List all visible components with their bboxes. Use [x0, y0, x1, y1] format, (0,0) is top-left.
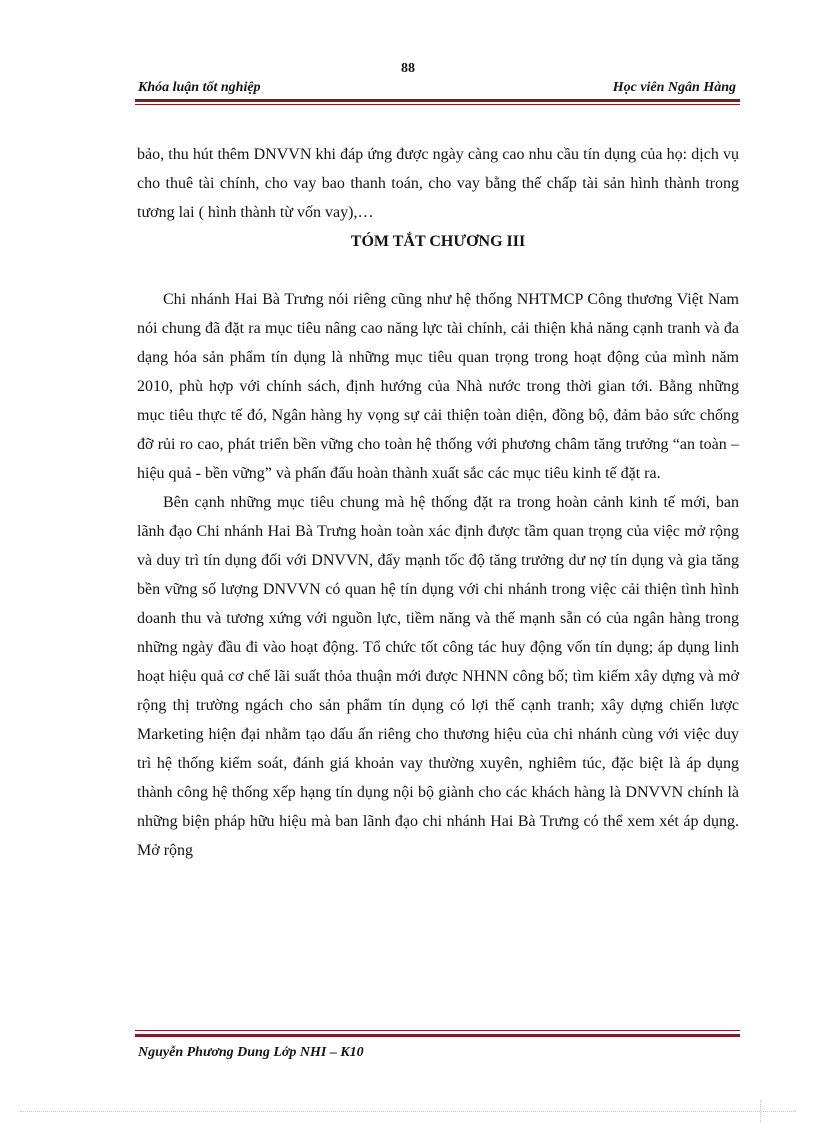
header-left-title: Khóa luận tốt nghiệp: [138, 80, 261, 95]
page-edge-dotted-line: [20, 1111, 796, 1112]
page-edge-dotted-vertical: [760, 1100, 761, 1123]
header-rule-thin: [135, 104, 740, 105]
body-text: [137, 140, 739, 865]
footer-author: Nguyễn Phương Dung Lớp NHI – K10: [138, 1045, 364, 1060]
header-right-title: Học viên Ngân Hàng: [612, 80, 736, 95]
footer-rule-thick: [135, 1034, 740, 1037]
footer-rule-thin: [135, 1030, 740, 1031]
paragraph-2: Bên cạnh những mục tiêu chung mà hệ thống đặt ra trong hoàn cảnh kinh tế mới, ban lãnh đạo Chi nhánh Hai Bà Trưng hoàn toàn xác định được tầm quan trọng của việc mở rộng và duy trì tín dụng đối với DNVVN, đẩy mạnh tốc độ tăng trưởng dư nợ tín dụng và gia tăng bền vững số lượng DNVVN có quan hệ tín dụng với chi nhánh trong việc cải thiện tình hình doanh thu và tương xứng với nguồn lực, tiềm năng và thế mạnh sẵn có của ngân hàng trong những ngày đầu đi vào hoạt động. Tổ chức tốt công tác huy động vốn tín dụng; áp dụng linh hoạt hiệu quả cơ chế lãi suất thỏa thuận mới được NHNN công bố; tìm kiếm xây dựng và mở rộng thị trường ngách cho sản phẩm tín dụng có lợi thế cạnh tranh; xây dựng chiến lược Marketing hiện đại nhằm tạo dấu ấn riêng cho thương hiệu của chi nhánh cùng với việc duy trì hệ thống kiểm soát, đánh giá khoản vay thường xuyên, nghiêm túc, đặc biệt là áp dụng thành công hệ thống xếp hạng tín dụng nội bộ giành cho các khách hàng là DNVVN chính là những biện pháp hữu hiệu mà ban lãnh đạo chi nhánh Hai Bà Trưng có thể xem xét áp dụng. Mở rộng: [137, 494, 739, 859]
paragraph-1: Chi nhánh Hai Bà Trưng nói riêng cũng như hệ thống NHTMCP Công thương Việt Nam nói chung đã đặt ra mục tiêu nâng cao năng lực tài chính, cải thiện khả năng cạnh tranh và đa dạng hóa sản phẩm tín dụng là những mục tiêu quan trọng trong hoạt động của mình năm 2010, phù hợp với chính sách, định hướng của Nhà nước trong thời gian tới. Bằng những mục tiêu thực tế đó, Ngân hàng hy vọng sự cải thiện toàn diện, đồng bộ, đảm bảo sức chống đỡ rủi ro cao, phát triển bền vững cho toàn hệ thống với phương châm tăng trưởng “an toàn – hiệu quả - bền vững” và phấn đấu hoàn thành xuất sắc các mục tiêu kinh tế đặt ra.: [137, 291, 739, 482]
chapter-summary-heading: TÓM TẮT CHƯƠNG III: [350, 233, 526, 250]
page-number: 88: [401, 61, 415, 76]
header-rule-thick: [135, 99, 740, 102]
paragraph-continuation: bảo, thu hút thêm DNVVN khi đáp ứng được ngày càng cao nhu cầu tín dụng của họ: dịch vụ cho thuê tài chính, cho vay bao thanh toán, cho vay bằng thế chấp tài sản hình thành trong tương lai ( hình thành từ vốn vay),…: [137, 146, 739, 221]
